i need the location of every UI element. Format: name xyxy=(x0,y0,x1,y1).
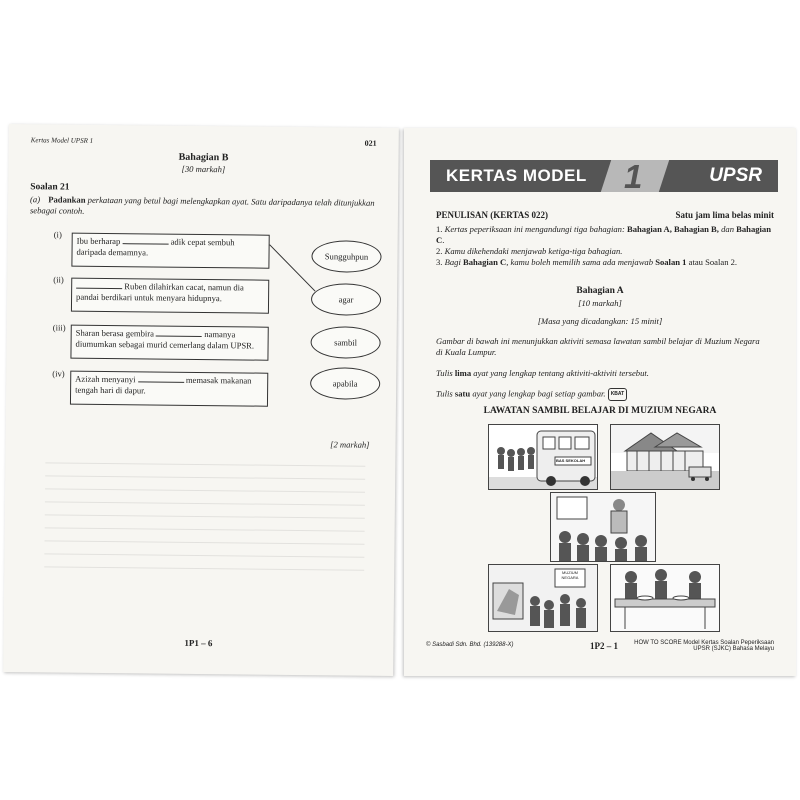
time-allowed: [Masa yang dicadangkan: 15 minit] xyxy=(537,316,663,326)
paper-banner xyxy=(430,160,778,192)
option-oval-3[interactable]: sambil xyxy=(310,326,380,359)
sentence-text: Azizah menyanyi xyxy=(75,373,136,385)
section-marks: [30 markah] xyxy=(181,163,226,175)
option-oval-4[interactable]: apabila xyxy=(310,367,380,400)
banner-title: KERTAS MODEL xyxy=(446,166,587,185)
picture-guide-with-students xyxy=(550,492,656,562)
picture-description: Gambar di bawah ini menunjukkan aktiviti semasa lawatan sambil belajar di Muzium Negara di Kuala Lumpur. xyxy=(436,336,760,357)
left-page xyxy=(3,124,399,676)
item-numeral: (iv) xyxy=(52,368,65,379)
instruction-item: 2. Kamu dikehendaki menjawab ketiga-tiga bahagian. xyxy=(436,246,623,256)
kbat-badge: KBAT xyxy=(608,388,628,401)
section-title: Bahagian A xyxy=(576,286,624,296)
sentence-text: Ibu berharap xyxy=(76,235,121,247)
item-numeral: (ii) xyxy=(53,274,64,285)
footer-page-number: 1P1 – 6 xyxy=(184,637,213,649)
option-oval-1[interactable]: Sungguhpun xyxy=(311,240,381,273)
page-code: 021 xyxy=(364,138,377,148)
footer-book-line-2: UPSR (SJKC) Bahasa Melayu xyxy=(693,646,774,652)
footer-publisher: © Sasbadi Sdn. Bhd. (139288-X) xyxy=(426,642,514,648)
instruction-bold: Padankan xyxy=(48,194,86,205)
footer-book-title xyxy=(634,640,774,652)
paper-title: PENULISAN (KERTAS 022) xyxy=(436,210,549,220)
item-numeral: (i) xyxy=(53,229,62,240)
instruction-item: 1. Kertas peperiksaan ini mengandungi tiga bahagian: Bahagian A, Bahagian B, dan Bahagian C. xyxy=(436,224,772,245)
sentence-text: Ruben dilahirkan cacat, namun dia pandai berdikari untuk menyara hidupnya. xyxy=(76,281,244,304)
sentence-text: namanya diumumkan sebagai murid cemerlang dalam UPSR. xyxy=(75,329,255,351)
question-title: Soalan 21 xyxy=(30,182,70,193)
sentence-text: Sharan berasa gembira xyxy=(75,327,155,339)
picture-museum-exhibit xyxy=(488,564,598,632)
banner-number: 1 xyxy=(624,160,643,192)
question-marks: [2 markah] xyxy=(330,439,370,450)
museum-sign: MUZIUM NEGARA xyxy=(561,570,579,580)
picture-lunch-table xyxy=(610,564,720,632)
instruction-list xyxy=(436,224,776,268)
picture-museum-building xyxy=(610,424,720,490)
instruction-label: (a) xyxy=(30,194,41,205)
section-marks: [10 markah] xyxy=(578,298,622,308)
instruction-item: 3. Bagi Bahagian C, kamu boleh memilih sama ada menjawab Soalan 1 atau Soalan 2. xyxy=(436,257,738,267)
item-numeral: (iii) xyxy=(52,322,66,333)
section-title: Bahagian B xyxy=(178,151,229,164)
option-oval-2[interactable]: agar xyxy=(311,283,381,316)
task-instruction-2: Tulis satu ayat yang lengkap bagi setiap gambar. KBAT xyxy=(436,388,776,401)
right-page xyxy=(404,128,796,676)
task-instruction-1: Tulis lima ayat yang lengkap tentang aktiviti-aktiviti tersebut. xyxy=(436,368,649,378)
picture-school-bus xyxy=(488,424,598,490)
instruction-rest: perkataan yang betul bagi melengkapkan ayat. Satu daripadanya telah ditunjukkan sebagai contoh. xyxy=(29,194,375,216)
sentence-text: memasak makanan tengah hari di dapur. xyxy=(75,374,252,396)
footer-page-number: 1P2 – 1 xyxy=(590,641,618,651)
paper-duration: Satu jam lima belas minit xyxy=(675,210,774,220)
bus-sign: BAS SEKOLAH xyxy=(556,458,586,463)
image-title: LAWATAN SAMBIL BELAJAR DI MUZIUM NEGARA xyxy=(483,406,717,416)
page-header-title: Kertas Model UPSR 1 xyxy=(30,136,94,145)
footer-book-line-1: HOW TO SCORE Model Kertas Soalan Peperiksaan xyxy=(634,640,774,646)
sentence-text: adik cepat sembuh daripada demamnya. xyxy=(76,236,235,258)
show-through-text xyxy=(44,454,366,607)
banner-exam: UPSR xyxy=(709,165,762,186)
